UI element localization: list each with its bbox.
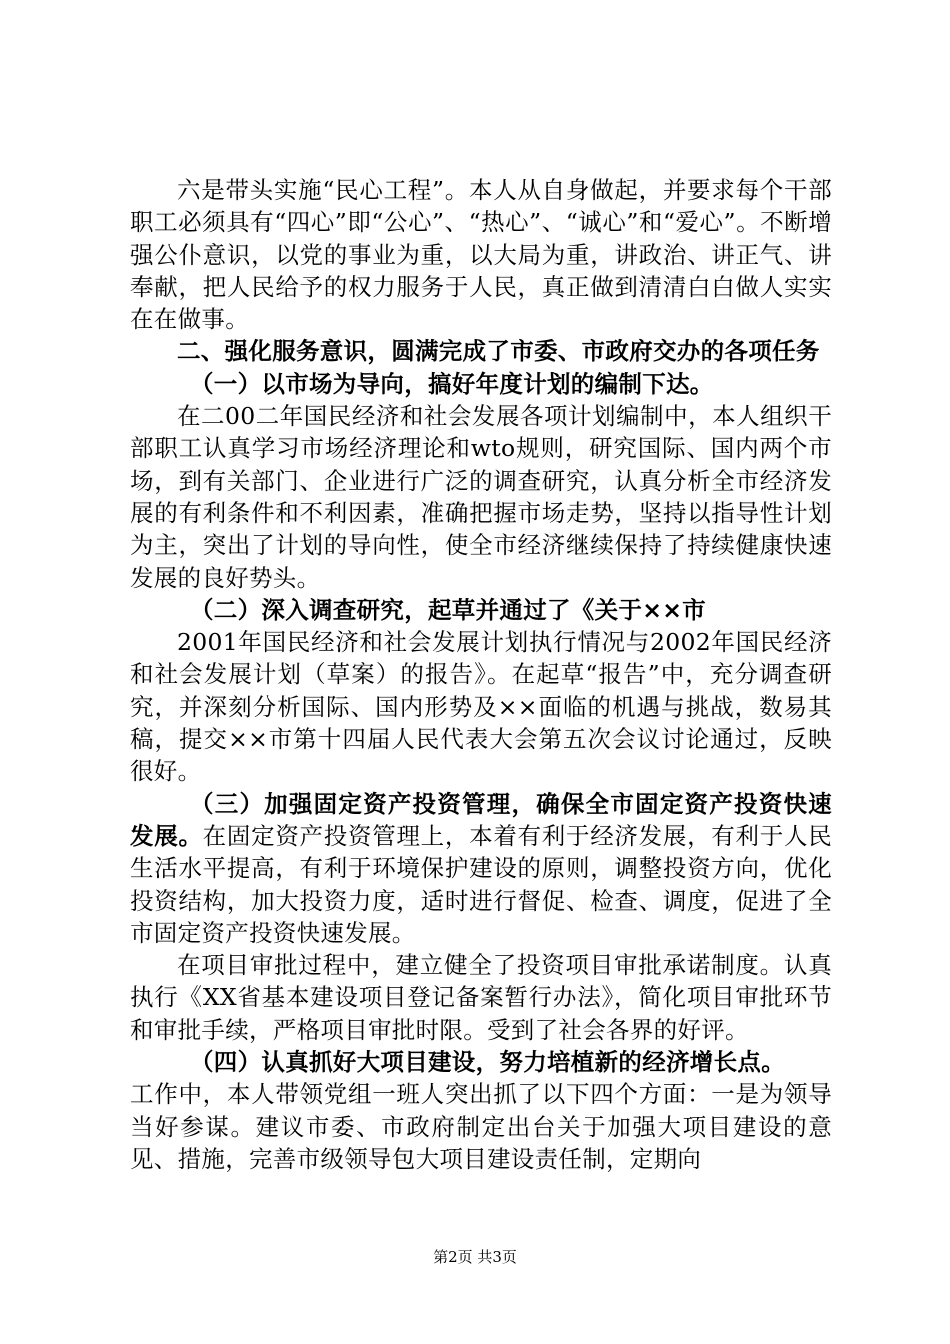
paragraph-people-project: 六是带头实施“民心工程”。本人从自身做起，并要求每个干部职工必须具有“四心”即“公心”、“热心”、“诚心”和“爱心”。不断增强公仆意识，以党的事业为重，以大局为重，讲政治、讲正气、讲奉献，把人民给予的权力服务于人民，真正做到清清白白做人实实在在做事。 (130, 176, 832, 334)
subheading-1: （一）以市场为导向，搞好年度计划的编制下达。 (190, 369, 714, 398)
paragraph-investment-text: 在固定资产投资管理上，本着有利于经济发展，有利于人民生活水平提高，有利于环境保护建设的原则，调整投资方向，优化投资结构，加大投资力度，适时进行督促、检查、调度，促进了全市固定资产投资快速发展。 (130, 821, 832, 947)
paragraph-project-approval: 在项目审批过程中，建立健全了投资项目审批承诺制度。认真执行《XX省基本建设项目登记备案暂行办法》，简化项目审批环节和审批手续，严格项目审批时限。受到了社会各界的好评。 (130, 951, 832, 1044)
subheading-2: （二）深入调查研究，起草并通过了《关于××市 (190, 595, 706, 624)
subheading-4: （四）认真抓好大项目建设，努力培植新的经济增长点。 (190, 1048, 785, 1077)
document-body (130, 174, 832, 1175)
section-heading-2: 二、强化服务意识，圆满完成了市委、市政府交办的各项任务 (177, 337, 820, 366)
paragraph-annual-plan: 在二00二年国民经济和社会发展各项计划编制中，本人组织干部职工认真学习市场经济理论和wto规则，研究国际、国内两个市场，到有关部门、企业进行广泛的调查研究，认真分析全市经济发展的有利条件和不利因素，准确把握市场走势，坚持以指导性计划为主，突出了计划的导向性，使全市经济继续保持了持续健康快速发展的良好势头。 (130, 402, 832, 592)
paragraph-report: 2001年国民经济和社会发展计划执行情况与2002年国民经济和社会发展计划（草案）的报告》。在起草“报告”中，充分调查研究，并深刻分析国际、国内形势及××面临的机遇与挑战，数易其稿，提交××市第十四届人民代表大会第五次会议讨论通过，反映很好。 (130, 628, 832, 786)
subheading-3: （三）加强固定资产投资管理，确保全市固定资产投资快速发展。 (130, 789, 832, 850)
paragraph-big-projects: 工作中，本人带领党组一班人突出抓了以下四个方面：一是为领导当好参谋。建议市委、市政府制定出台关于加强大项目建设的意见、措施，完善市级领导包大项目建设责任制，定期向 (130, 1080, 832, 1173)
paragraph-investment (130, 788, 832, 949)
page-footer: 第2页 共3页 (433, 1248, 517, 1266)
